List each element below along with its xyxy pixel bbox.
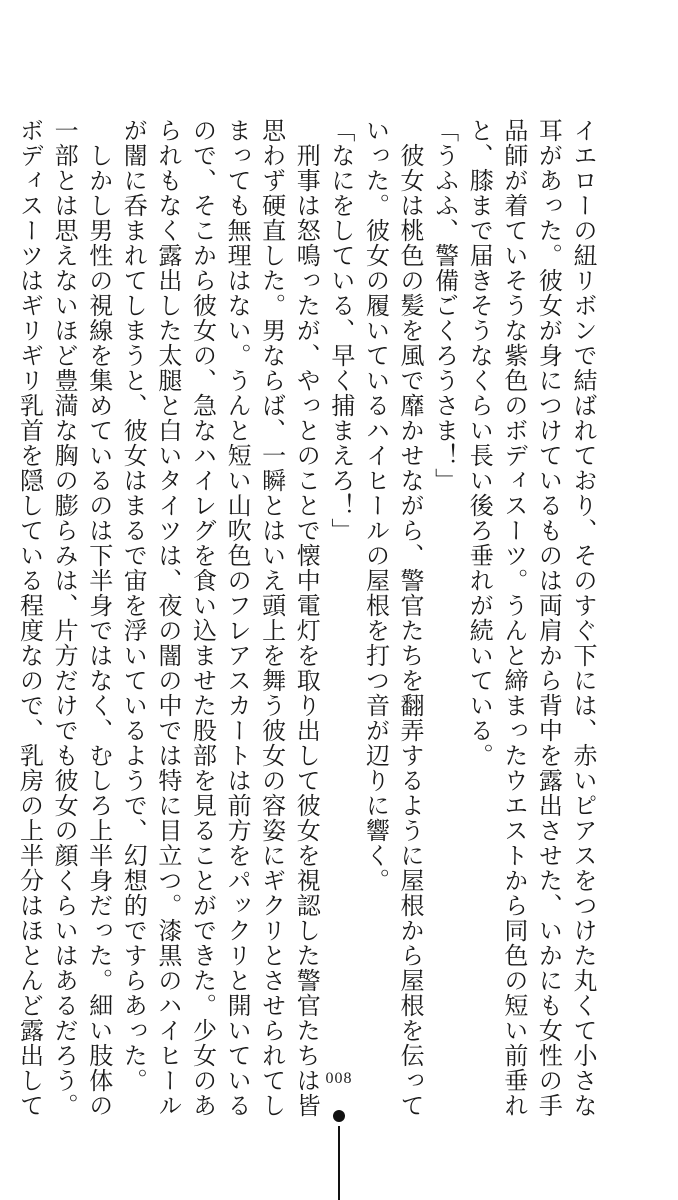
text-line: イエローの紐リボンで結ばれており、そのすぐ下には、赤いピアスをつけた丸くて小さな [569,118,597,1118]
text-line: 「なにをしている、早く捕まえろ！」 [326,118,355,543]
text-line: 思わず硬直した。男ならば、一瞬とはいえ頭上を舞う彼女の容姿にギクリとさせられてし [257,118,286,1118]
text-line: まっても無理はない。うんと短い山吹色のフレアスカートは前方をパックリと開いている [223,118,252,1118]
text-line: が闇に呑まれてしまうと、彼女はまるで宙を浮いているようで、幻想的ですらあった。 [119,118,148,1093]
text-line: いった。彼女の履いているハイヒールの屋根を打つ音が辺りに響く。 [361,118,390,893]
page-number: 008 [325,1070,353,1087]
folio-dot [333,1110,345,1122]
text-line: 「うふふ、警備ごくろうさま！」 [430,118,459,493]
text-line: 一部とは思えないほど豊満な胸の膨らみは、片方だけでも彼女の顔くらいはあるだろう。 [50,118,79,1118]
text-line: 彼女は桃色の髪を風で靡かせながら、警官たちを翻弄するように屋根から屋根を伝って [396,118,425,1118]
text-line: 耳があった。彼女が身につけているものは両肩から背中を露出させた、いかにも女性の手 [534,118,563,1118]
text-line: ので、そこから彼女の、急なハイレグを食い込ませた股部を見ることができた。少女のあ [188,118,217,1118]
text-line: ボディスーツはギリギリ乳首を隠している程度なので、乳房の上半分はほとんど露出して [15,118,44,1118]
text-line: 刑事は怒鳴ったが、やっとのことで懐中電灯を取り出して彼女を視認した警官たちは皆 [292,118,321,1118]
text-line: と、膝まで届きそうなくらい長い後ろ垂れが続いている。 [465,118,494,768]
text-line: られもなく露出した太腿と白いタイツは、夜の闇の中では特に目立つ。漆黒のハイヒール [153,118,182,1118]
text-line: 品師が着ていそうな紫色のボディスーツ。うんと締まったウエストから同色の短い前垂れ [499,118,528,1118]
folio-rule [338,1126,340,1200]
text-line: しかし男性の視線を集めているのは下半身ではなく、むしろ上半身だった。細い肢体の [84,118,113,1118]
